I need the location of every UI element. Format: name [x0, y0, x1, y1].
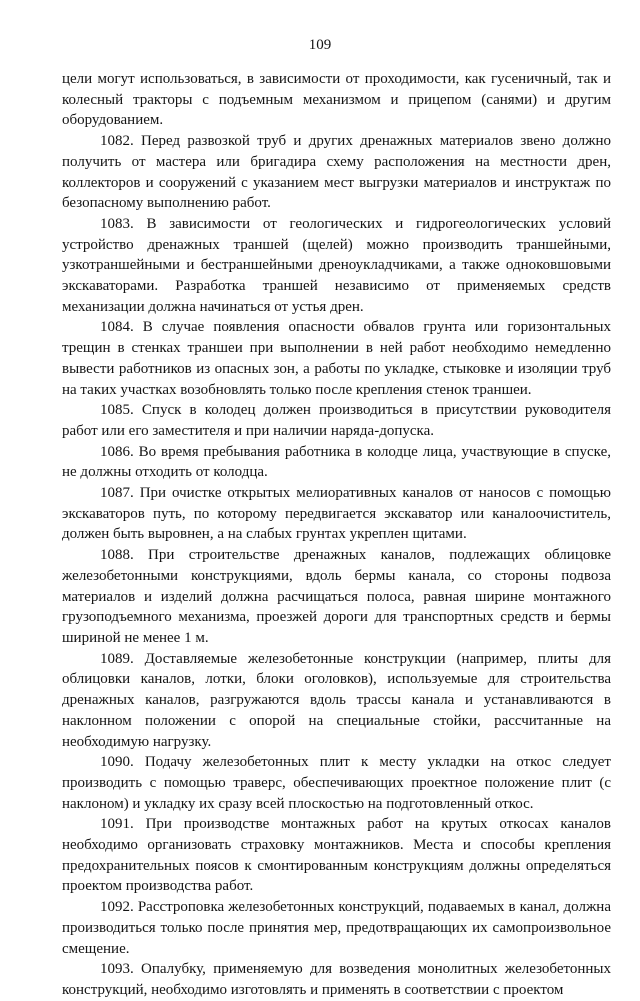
paragraph-1086: 1086. Во время пребывания работника в колодце лица, участвующие в спуске, не должны отходить от колодца.: [62, 443, 611, 481]
paragraph-1084: 1084. В случае появления опасности обвалов грунта или горизонтальных трещин в стенках траншеи при выполнении в ней работ необходимо немедленно вывести работников из опасных зон, а работы по укладке, стыковке и изоляции труб на таких участках возобновлять только после крепления стенок траншеи.: [62, 319, 611, 398]
paragraph-1089: 1089. Доставляемые железобетонные конструкции (например, плиты для облицовки каналов, лотки, блоки оголовков), используемые для строительства дренажных каналов, разгружаются вдоль трассы канала и устанавливаются в наклонном положении с опорой на специальные стойки, рассчитанные на необходимую нагрузку.: [62, 650, 611, 750]
paragraph-1083: 1083. В зависимости от геологических и гидрогеологических условий устройство дренажных траншей (щелей) можно производить траншейными, узкотраншейными и бестраншейными дреноукладчиками, а также одноковшовыми экскаваторами. Разработка траншей независимо от применяемых средств механизации должна начинаться от устья дрен.: [62, 215, 611, 315]
paragraph-1085: 1085. Спуск в колодец должен производиться в присутствии руководителя работ или его заместителя и при наличии наряда-допуска.: [62, 402, 611, 439]
paragraph-1092: 1092. Расстроповка железобетонных конструкций, подаваемых в канал, должна производиться только после принятия мер, предотвращающих их самопроизвольное смещение.: [62, 899, 611, 957]
page-number: 109: [308, 37, 332, 53]
paragraph-continuation: цели могут использоваться, в зависимости от проходимости, как гусеничный, так и колесный тракторы с подъемным механизмом и прицепом (санями) и другим оборудованием.: [62, 71, 611, 129]
paragraph-1090: 1090. Подачу железобетонных плит к месту укладки на откос следует производить с помощью траверс, обеспечивающих проектное положение плит (с наклоном) и укладку их сразу всей плоскостью на подготовленный откос.: [62, 754, 611, 812]
paragraph-1087: 1087. При очистке открытых мелиоративных каналов от наносов с помощью экскаваторов путь, по которому передвигается экскаватор или каналоочиститель, должен быть выровнен, а на слабых грунтах укреплен щитами.: [62, 485, 611, 543]
paragraph-1088: 1088. При строительстве дренажных каналов, подлежащих облицовке железобетонными конструкциями, вдоль бермы канала, со стороны подвоза материалов и изделий должна расчищаться полоса, равная ширине монтажного грузоподъемного механизма, проезжей дороги для транспортных средств и бермы шириной не менее 1 м.: [62, 547, 611, 646]
document-body: [62, 69, 611, 1001]
paragraph-1093: 1093. Опалубку, применяемую для возведения монолитных железобетонных конструкций, необходимо изготовлять и применять в соответствии с проектом: [62, 961, 611, 998]
paragraph-1082: 1082. Перед развозкой труб и других дренажных материалов звено должно получить от мастера или бригадира схему расположения на местности дрен, коллекторов и сооружений с указанием мест выгрузки материалов и инструктаж по безопасному выполнению работ.: [62, 133, 611, 212]
paragraph-1091: 1091. При производстве монтажных работ на крутых откосах каналов необходимо организовать страховку монтажников. Места и способы крепления предохранительных поясов к смонтированным конструкциям должны определяться проектом производства работ.: [62, 816, 611, 895]
